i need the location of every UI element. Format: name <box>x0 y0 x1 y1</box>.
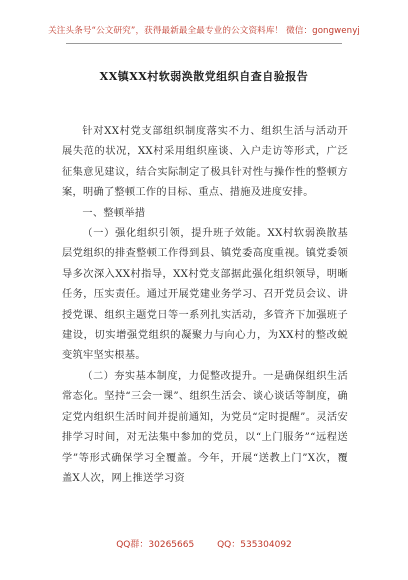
paragraph-measure-2: （二）夯实基本制度，力促整改提升。一是确保组织生活常态化。坚持“三会一课”、组织生活会、谈心谈话等制度，确定党内组织生活时间并提前通知，为党员“定时提醒”。灵活安排学习时间，对无法集中参加的党员，以“上门服务”“远程送学”等形式确保学习全覆盖。今年，开展“送教上门”X次，覆盖X人次，网上推送学习资 <box>62 370 348 484</box>
paragraph-measure-1: （一）强化组织引领，提升班子效能。XX村软弱涣散基层党组织的排查整顿工作得到县、镇党委高度重视。镇党委领导多次深入XX村指导，XX村党支部据此强化组织领导，明晰任务，压实责任。通过开展党建业务学习、召开党员会议、讲授党课、组织主题党日等一系列扎实活动，多管齐下加强班子建设，切实增强党组织的凝聚力与向心力，为XX村的整改蜕变筑牢坚实根基。 <box>62 228 348 362</box>
header-divider <box>66 43 342 44</box>
document-body <box>62 122 348 489</box>
document-title: XX镇XX村软弱涣散党组织自查自验报告 <box>99 70 309 83</box>
footer-qq: QQ：535304092 <box>217 540 292 550</box>
header-note: 关注头条号“公文研究”，获得最新最全最专业的公文资料库！ 微信：gongwenyj <box>48 26 360 36</box>
footer-contact <box>0 537 408 550</box>
paragraph-intro: 针对XX村党支部组织制度落实不力、组织生活与活动开展失范的状况，XX村采用组织座谈、入户走访等形式，广泛征集意见建议，结合实际制定了极具针对性与操作性的整顿方案，明确了整顿工作的目标、重点、措施及进度安排。 <box>62 126 348 199</box>
footer-qq-group: QQ群：30265665 <box>116 540 195 550</box>
section-heading: 一、整顿举措 <box>82 207 146 219</box>
